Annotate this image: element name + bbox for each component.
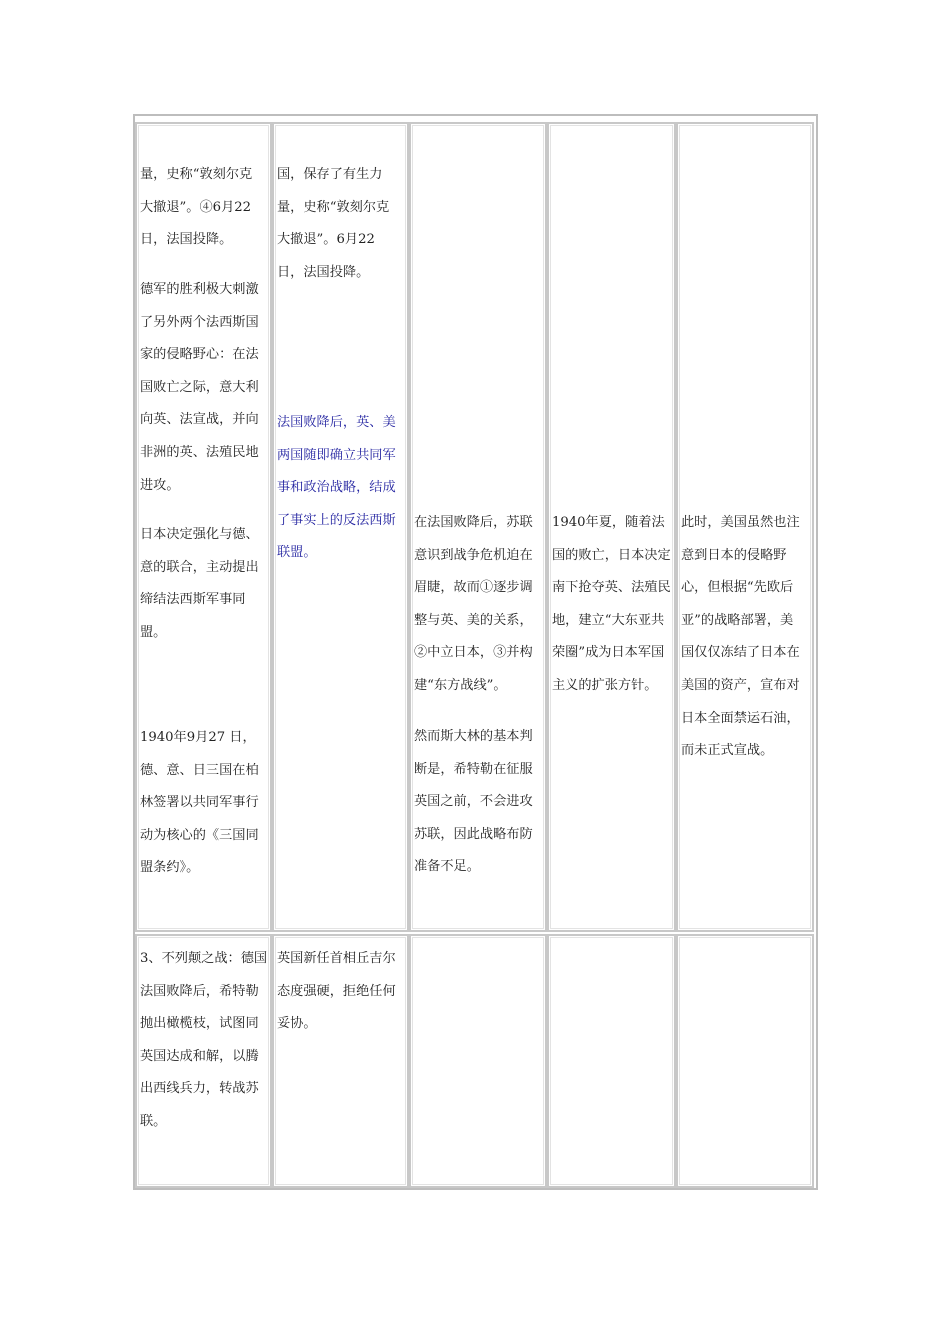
text-line: 3、不列颠之战：德国: [140, 951, 268, 966]
cell-r1-c5: [676, 122, 814, 932]
paragraph: [681, 507, 811, 768]
text-line: 断是，希特勒在征服: [414, 761, 533, 777]
cell-r2-c5: [676, 934, 814, 1188]
paragraph: [140, 159, 269, 257]
text-line: 联盟。: [277, 545, 317, 561]
text-line: 态度强硬，拒绝任何: [277, 983, 396, 999]
cell-r1-c3: [409, 122, 547, 932]
text-line: 准备不足。: [414, 859, 480, 875]
text-line: 了事实上的反法西斯: [277, 512, 396, 528]
paragraph: [140, 722, 269, 885]
text-line: 联。: [140, 1113, 167, 1129]
text-line: 非洲的英、法殖民地: [140, 444, 259, 460]
text-line: 德、意、日三国在柏: [140, 762, 259, 778]
text-line: 日，法国投降。: [277, 264, 370, 280]
text-line: 1940年9月27 日，: [140, 730, 256, 745]
text-line: 出西线兵力，转战苏: [140, 1081, 259, 1097]
paragraph-highlight: [277, 407, 406, 570]
text-line: 意到日本的侵略野: [681, 547, 787, 563]
text-line: 大撤退”。④6月22: [140, 199, 252, 215]
text-line: 意识到战争危机迫在: [414, 547, 533, 563]
text-line: 地，建立“大东亚共: [552, 612, 665, 628]
text-line: 国败亡之际，意大利: [140, 379, 259, 395]
text-line: 而未正式宣战。: [681, 743, 774, 759]
text-line: 日本决定强化与德、: [140, 527, 259, 542]
text-line: 量，史称“敦刻尔克: [277, 199, 390, 215]
text-line: 眉睫，故而①逐步调: [414, 580, 533, 596]
text-line: 事和政治战略，结成: [277, 480, 396, 496]
text-line: 法国败降后，希特勒: [140, 983, 259, 999]
cell-r1-c2: [272, 122, 409, 932]
text-line: 苏联，因此战略布防: [414, 826, 533, 842]
text-line: 家的侵略野心：在法: [140, 347, 259, 363]
text-line: 荣圈”成为日本军国: [552, 645, 665, 661]
text-line: 国仅仅冻结了日本在: [681, 645, 800, 661]
history-table: [133, 114, 818, 1190]
text-line: 日本全面禁运石油，: [681, 710, 800, 726]
text-line: 盟条约》。: [140, 860, 200, 876]
text-line: 国的败亡，日本决定: [552, 547, 671, 563]
text-line: 主义的扩张方针。: [552, 677, 658, 693]
text-line: 然而斯大林的基本判: [414, 729, 533, 744]
cell-r1-c1: [135, 122, 272, 932]
text-line: 法国败降后，英、美: [277, 415, 396, 430]
text-line: 缔结法西斯军事同: [140, 592, 246, 608]
paragraph: [140, 519, 269, 649]
text-line: 美国的资产，宣布对: [681, 677, 800, 693]
text-line: 德军的胜利极大刺激: [140, 282, 259, 297]
text-line: 意的联合，主动提出: [140, 559, 259, 575]
text-line: 向英、法宣战，并向: [140, 412, 259, 428]
text-line: 抛出橄榄枝，试图同: [140, 1016, 259, 1032]
text-line: 了另外两个法西斯国: [140, 314, 259, 330]
text-line: 进攻。: [140, 477, 180, 493]
text-line: 英国达成和解，以腾: [140, 1048, 259, 1064]
text-line: 英国新任首相丘吉尔: [277, 951, 396, 966]
cell-r2-c2: [272, 934, 409, 1188]
paragraph: [414, 721, 544, 884]
text-line: 亚”的战略部署，美: [681, 612, 794, 628]
paragraph: [414, 507, 544, 703]
text-line: 英国之前，不会进攻: [414, 794, 533, 810]
paragraph: [277, 159, 406, 289]
text-line: ②中立日本，③并构: [414, 645, 533, 661]
text-line: 日，法国投降。: [140, 232, 233, 248]
text-line: 林签署以共同军事行: [140, 795, 259, 811]
text-line: 此时，美国虽然也注: [681, 515, 800, 530]
text-line: 1940年夏，随着法: [552, 515, 665, 530]
paragraph: [552, 507, 673, 703]
text-line: 国，保存了有生力: [277, 167, 383, 182]
text-line: 两国随即确立共同军: [277, 447, 396, 463]
text-line: 建“东方战线”。: [414, 677, 507, 693]
cell-r2-c1: [135, 934, 272, 1188]
text-line: 南下抢夺英、法殖民: [552, 580, 671, 596]
paragraph: [140, 274, 269, 502]
text-line: 盟。: [140, 624, 167, 640]
text-line: 动为核心的《三国同: [140, 827, 259, 843]
cell-r2-c3: [409, 934, 547, 1188]
paragraph: [140, 943, 269, 1139]
text-line: 大撤退”。6月22: [277, 232, 375, 248]
text-line: 量，史称“敦刻尔克: [140, 167, 253, 182]
cell-r1-c4: [547, 122, 676, 932]
paragraph: [277, 943, 406, 1041]
text-line: 心，但根据“先欧后: [681, 580, 794, 596]
cell-r2-c4: [547, 934, 676, 1188]
text-line: 在法国败降后，苏联: [414, 515, 533, 530]
text-line: 妥协。: [277, 1016, 317, 1032]
text-line: 整与英、美的关系，: [414, 612, 533, 628]
